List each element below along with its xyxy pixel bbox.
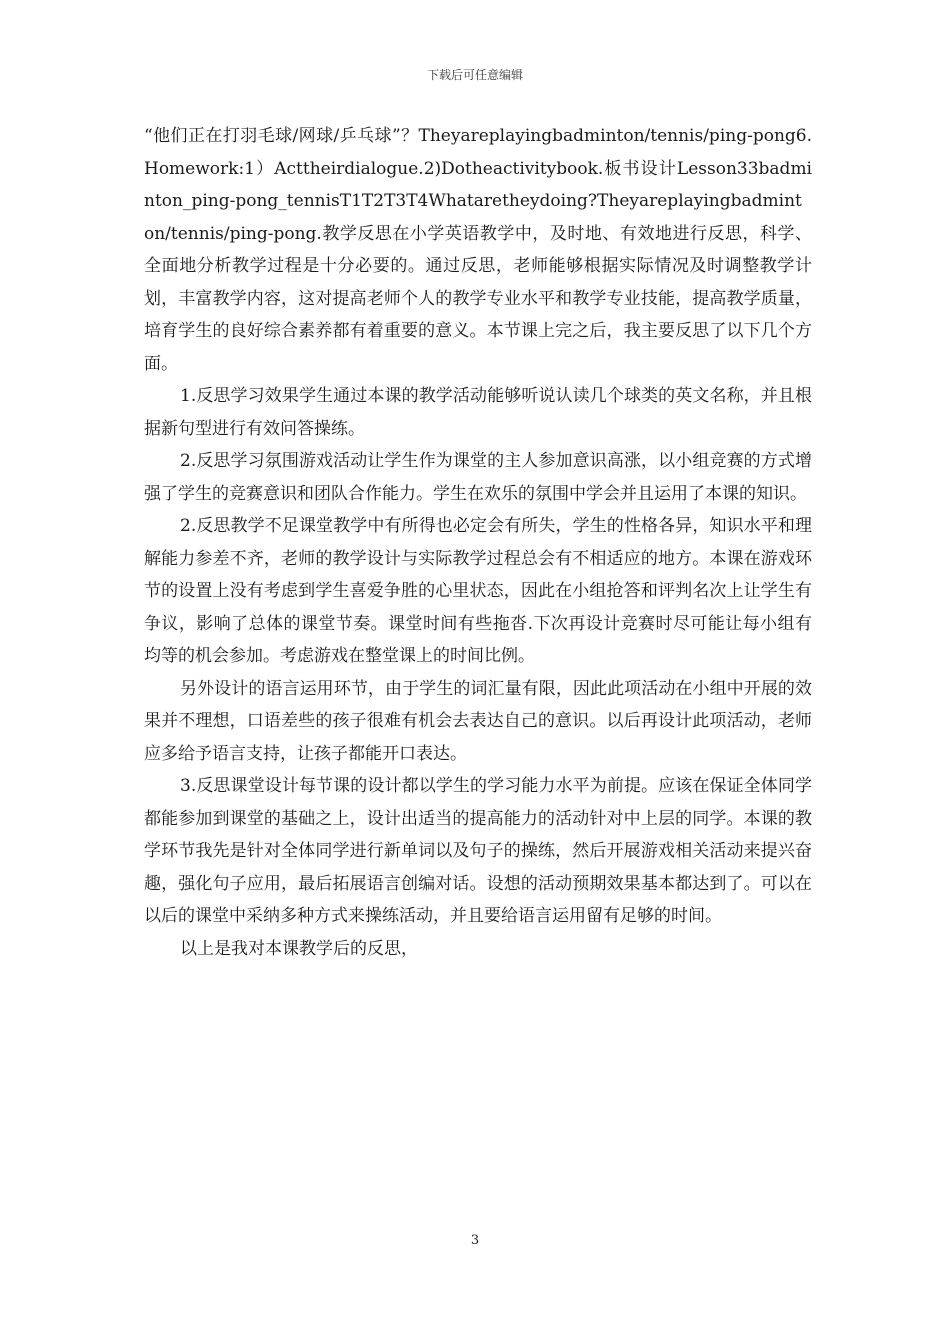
paragraph-learning-atmosphere: 2.反思学习氛围游戏活动让学生作为课堂的主人参加意识高涨，以小组竞赛的方式增强了学生的竞赛意识和团队合作能力。学生在欢乐的氛围中学会并且运用了本课的知识。 xyxy=(144,451,812,504)
page-number: 3 xyxy=(470,1233,480,1248)
paragraph-teaching-shortcomings: 2.反思教学不足课堂教学中有所得也必定会有所失，学生的性格各异，知识水平和理解能力参差不齐，老师的教学设计与实际教学过程总会有不相适应的地方。本课在游戏环节的设置上没有考虑到学生喜爱争胜的心里状态，因此在小组抢答和评判名次上让学生有争议，影响了总体的课堂节奏。课堂时间有些拖沓.下次再设计竞赛时尽可能让每小组有均等的机会参加。考虑游戏在整堂课上的时间比例。 xyxy=(144,516,812,666)
document-body xyxy=(144,120,812,965)
paragraph-learning-effect: 1.反思学习效果学生通过本课的教学活动能够听说认读几个球类的英文名称，并且根据新句型进行有效问答操练。 xyxy=(144,386,812,439)
paragraph-language-activity: 另外设计的语言运用环节，由于学生的词汇量有限，因此此项活动在小组中开展的效果并不理想，口语差些的孩子很难有机会去表达自己的意识。以后再设计此项活动，老师应多给予语言支持，让孩子都能开口表达。 xyxy=(144,678,812,764)
paragraph-class-design: 3.反思课堂设计每节课的设计都以学生的学习能力水平为前提。应该在保证全体同学都能参加到课堂的基础之上，设计出适当的提高能力的活动针对中上层的同学。本课的教学环节我先是针对全体同学进行新单词以及句子的操练，然后开展游戏相关活动来提兴奋趣，强化句子应用，最后拓展语言创编对话。设想的活动预期效果基本都达到了。可以在以后的课堂中采纳多种方式来操练活动，并且要给语言运用留有足够的时间。 xyxy=(144,776,812,926)
paragraph-lesson-summary: “他们正在打羽毛球/网球/乒乓球”？Theyareplayingbadminton/tennis/ping-pong6.Homework:1）Acttheirdialogue.2)Dotheactivitybook.板书设计Lesson33badminton_ping-pong_tennisT1T2T3T4Whataretheydoing?Theyareplayingbadminton/tennis/ping-pong.教学反思在小学英语教学中，及时地、有效地进行反思，科学、全面地分析教学过程是十分必要的。通过反思，老师能够根据实际情况及时调整教学计划，丰富教学内容，这对提高老师个人的教学专业水平和教学专业技能，提高教学质量，培育学生的良好综合素养都有着重要的意义。本节课上完之后，我主要反思了以下几个方面。 xyxy=(144,126,812,374)
paragraph-conclusion: 以上是我对本课教学后的反思， xyxy=(180,938,418,959)
page-header-note: 下载后可任意编辑 xyxy=(426,68,523,82)
